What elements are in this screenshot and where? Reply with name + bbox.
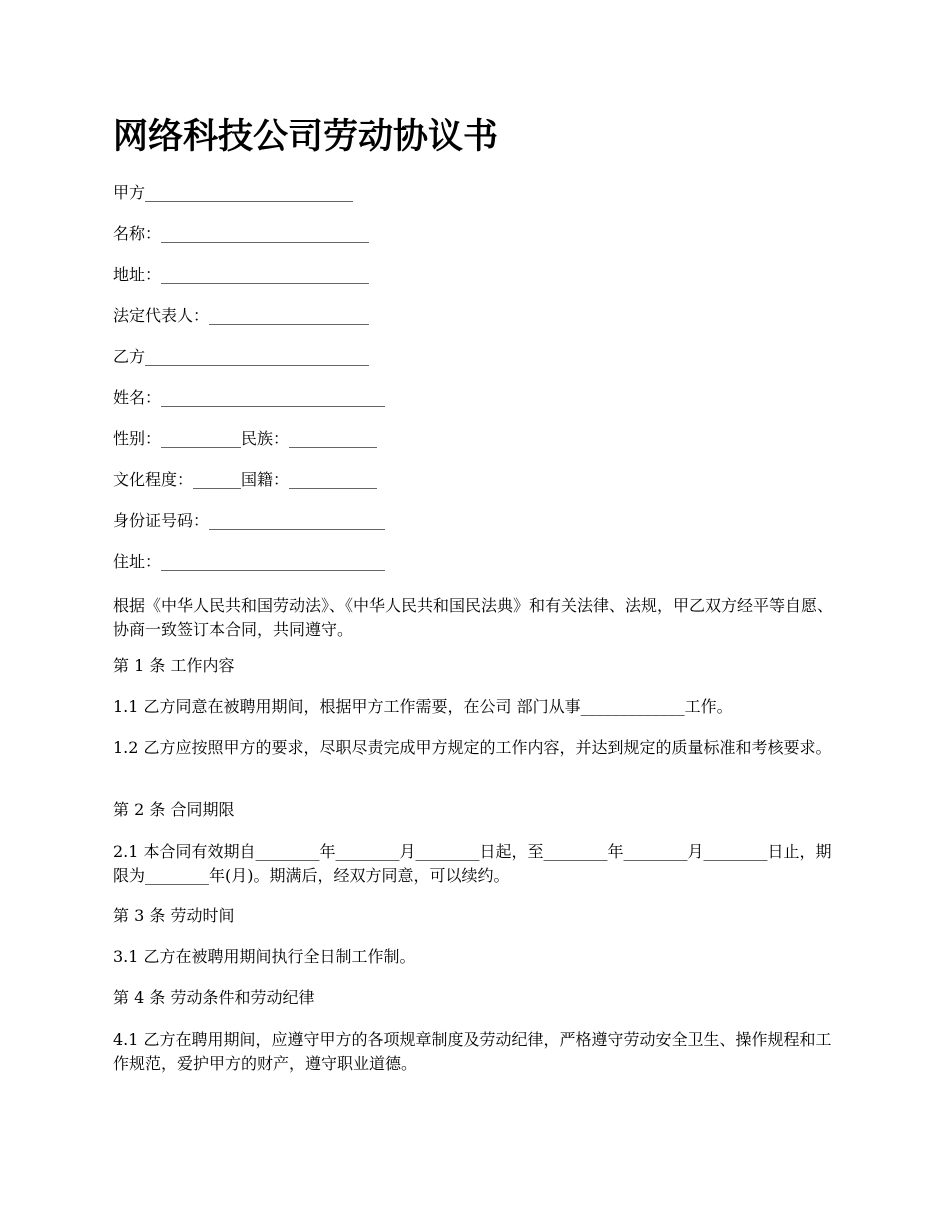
party-a-address-field: 地址：__________________________ [113, 265, 370, 284]
party-b-id-number-field: 身份证号码：______________________ [113, 511, 386, 530]
party-a-legal-rep-field: 法定代表人：____________________ [113, 306, 370, 325]
article-3-heading: 第 3 条 劳动时间 [113, 906, 235, 925]
party-a-name-field: 名称：__________________________ [113, 224, 370, 243]
article-1-heading: 第 1 条 工作内容 [113, 656, 235, 675]
party-b-education-nationality-field: 文化程度：______国籍：___________ [113, 470, 378, 489]
clause-1-2: 1.2 乙方应按照甲方的要求，尽职尽责完成甲方规定的工作内容，并达到规定的质量标准和考核要求。 [113, 738, 832, 757]
clause-3-1: 3.1 乙方在被聘用期间执行全日制工作制。 [113, 947, 416, 966]
article-4-heading: 第 4 条 劳动条件和劳动纪律 [113, 988, 315, 1007]
clause-1-1: 1.1 乙方同意在被聘用期间，根据甲方工作需要，在公司 部门从事_____________工作。 [113, 697, 733, 716]
clause-4-1: 4.1 乙方在聘用期间，应遵守甲方的各项规章制度及劳动纪律，严格遵守劳动安全卫生、操作规程和工作规范，爱护甲方的财产，遵守职业道德。 [113, 1030, 832, 1073]
article-2-heading: 第 2 条 合同期限 [113, 800, 235, 819]
document-title: 网络科技公司劳动协议书 [113, 117, 499, 157]
clause-2-1: 2.1 本合同有效期自________年________月________日起，至________年________月________日止，期限为________年(月)。期满后，经双方同意，可以续约。 [113, 842, 832, 885]
party-b-name-field: 姓名：____________________________ [113, 388, 386, 407]
party-b-label: 乙方____________________________ [113, 347, 370, 366]
preamble-paragraph: 根据《中华人民共和国劳动法》、《中华人民共和国民法典》和有关法律、法规，甲乙双方经平等自愿、协商一致签订本合同，共同遵守。 [113, 596, 834, 639]
party-b-address-field: 住址：____________________________ [113, 552, 386, 571]
party-a-label: 甲方__________________________ [113, 183, 354, 202]
party-b-gender-ethnicity-field: 性别：__________民族：___________ [113, 429, 378, 448]
